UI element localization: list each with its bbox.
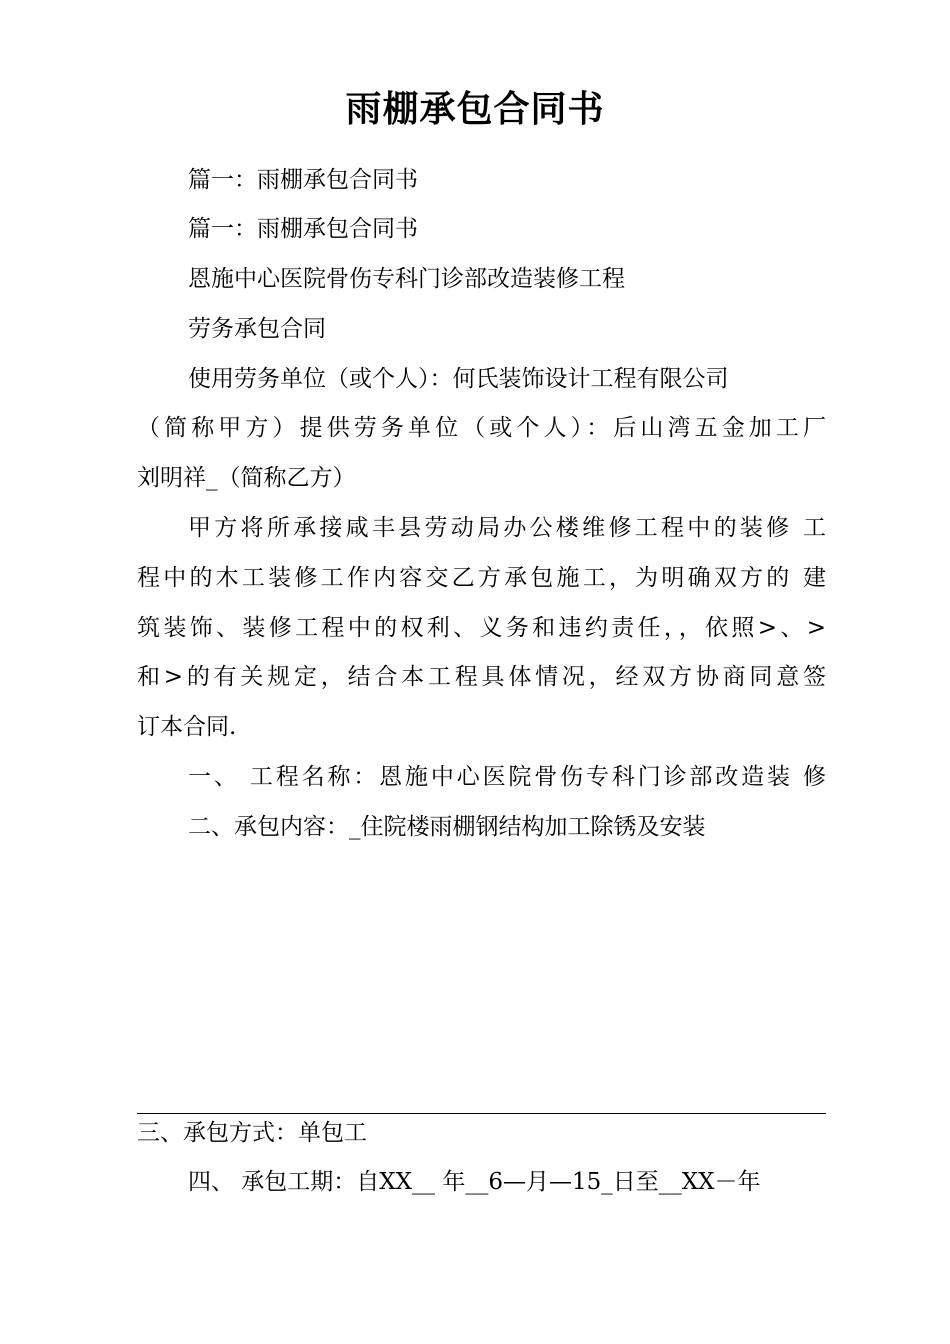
paragraph-line: 程中的木工装修工作内容交乙方承包施工，为明确双方的 建: [137, 565, 826, 591]
document-title: 雨棚承包合同书: [345, 89, 605, 130]
clause-line: 二、承包内容：_住院楼雨棚钢结构加工除锈及安装: [188, 814, 706, 840]
contract-type-line: 劳务承包合同: [188, 316, 326, 342]
page-break-rule: [137, 1113, 826, 1114]
paragraph-line: （简称甲方）提供劳务单位（或个人）：后山湾五金加工厂: [137, 415, 826, 441]
clause-line: 一、 工程名称：恩施中心医院骨伤专科门诊部改造装 修: [188, 764, 826, 790]
section-heading: 篇一：雨棚承包合同书: [188, 167, 418, 193]
clause-line: 四、 承包工期：自XX__ 年__6—月—15_日至__XX－年: [188, 1169, 761, 1195]
paragraph-line: 筑装饰、装修工程中的权利、义务和违约责任，，依照>、>: [137, 615, 826, 641]
paragraph-line: 订本合同.: [137, 714, 237, 740]
paragraph-line: 使用劳务单位（或个人）：何氏装饰设计工程有限公司: [188, 366, 729, 392]
section-heading: 篇一：雨棚承包合同书: [188, 216, 418, 242]
paragraph-line: 甲方将所承接咸丰县劳动局办公楼维修工程中的装修 工: [188, 515, 826, 541]
paragraph-line: 刘明祥_（简称乙方）: [137, 465, 356, 491]
project-name-line: 恩施中心医院骨伤专科门诊部改造装修工程: [188, 266, 625, 292]
clause-line: 三、承包方式：单包工: [137, 1120, 367, 1146]
paragraph-line: 和>的有关规定，结合本工程具体情况，经双方协商同意签: [137, 664, 826, 690]
